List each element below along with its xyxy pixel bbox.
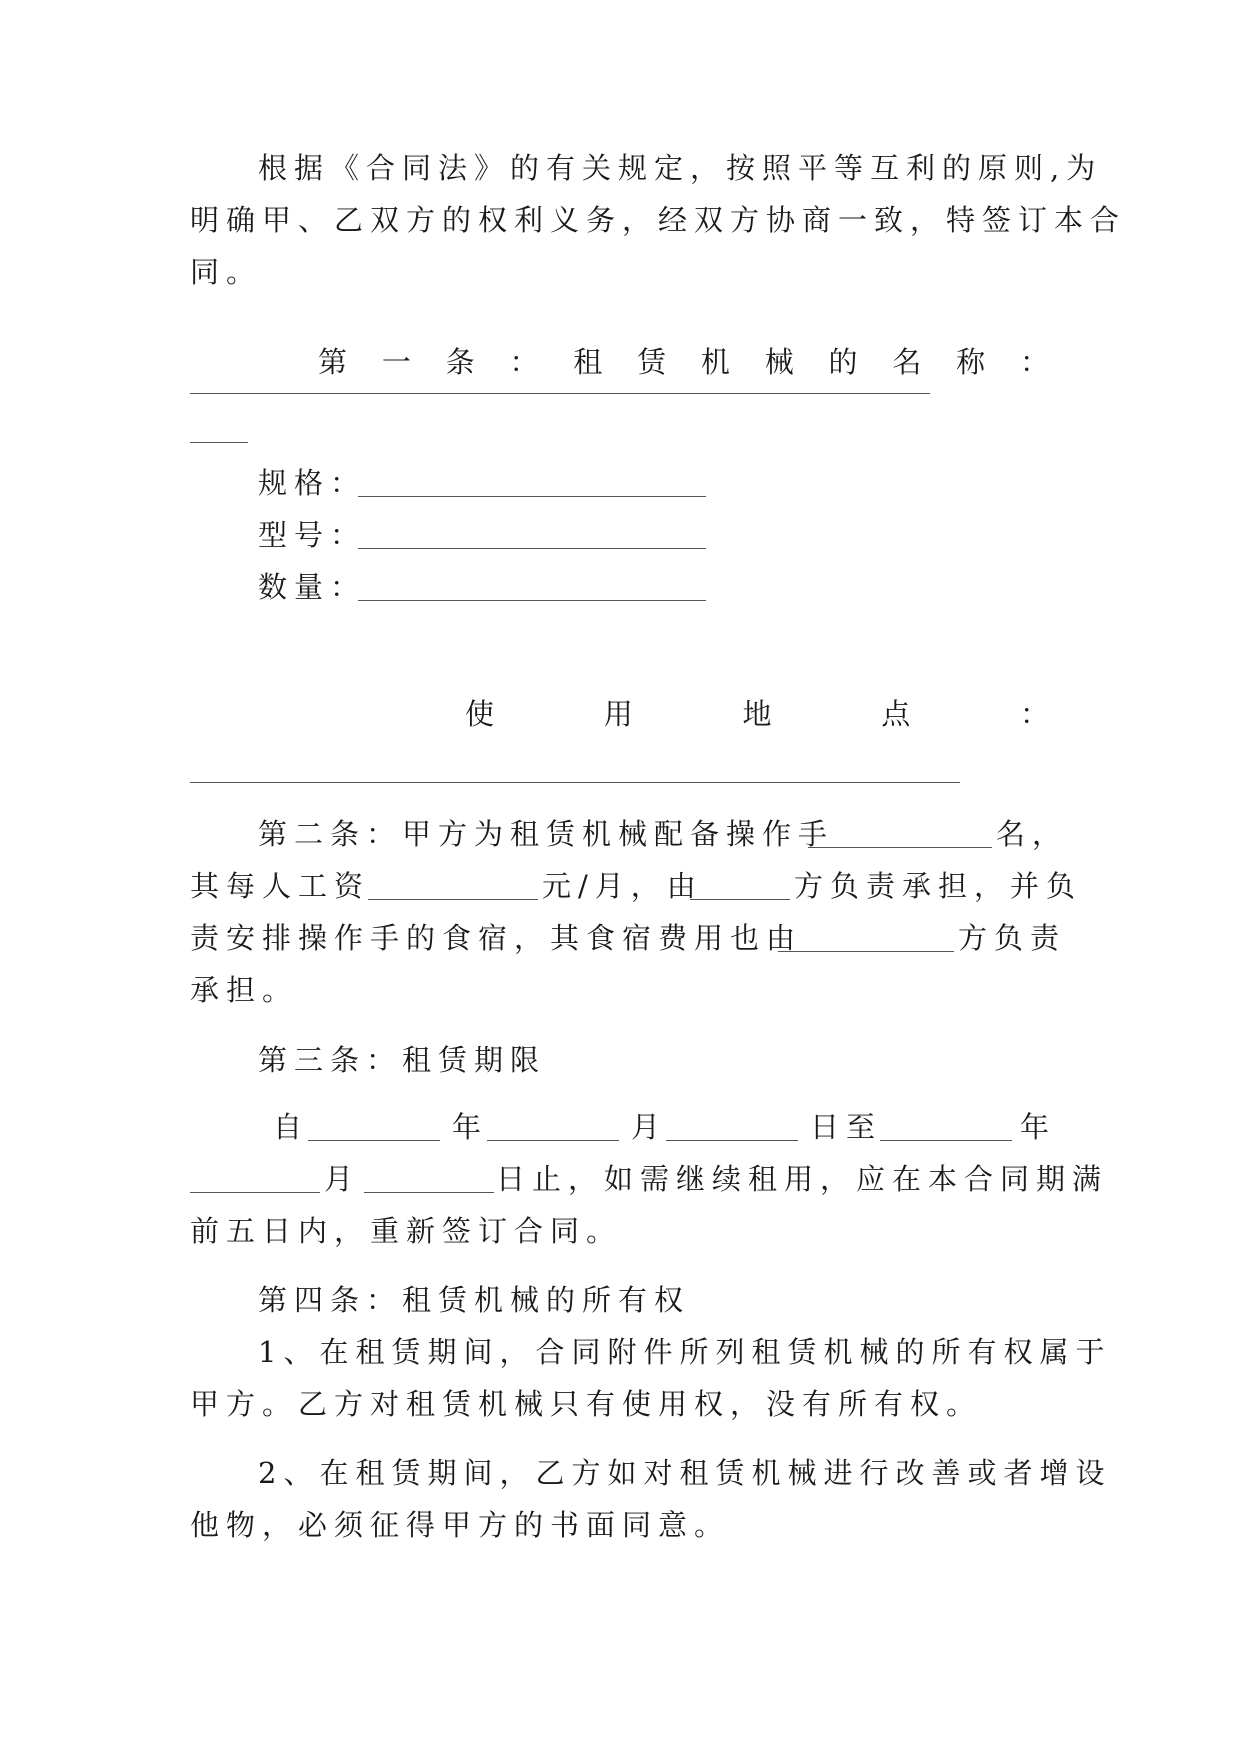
article1-heading-char-11: ： xyxy=(1020,345,1050,379)
usage-location-char-1: 用 xyxy=(603,697,633,731)
article1-heading-char-7: 械 xyxy=(764,345,794,379)
article1-heading-char-2: 条 xyxy=(445,345,475,379)
quantity-label: 数量： xyxy=(258,570,367,604)
article3-month: 月 xyxy=(631,1110,668,1144)
article4-item1-line2: 甲方。乙方对租赁机械只有使用权，没有所有权。 xyxy=(190,1387,983,1421)
name-blank-line-2 xyxy=(190,442,248,443)
start-day-blank xyxy=(666,1140,798,1141)
article3-month2: 月 xyxy=(324,1162,361,1196)
article3-line2-rest: 日止，如需继续租用，应在本合同期满 xyxy=(496,1162,1109,1196)
wage-blank xyxy=(368,899,538,900)
end-year-blank xyxy=(880,1140,1012,1141)
article2-line-2c: 方负责承担，并负 xyxy=(794,869,1083,903)
article1-heading-char-1: 一 xyxy=(381,345,411,379)
article4-item2-line1: 2、在租赁期间，乙方如对租赁机械进行改善或者增设 xyxy=(258,1456,1112,1490)
operator-count-blank xyxy=(808,847,992,848)
article3-from: 自 xyxy=(273,1110,310,1144)
location-blank xyxy=(190,782,960,783)
wage-party-blank xyxy=(690,899,790,900)
article2-line-4: 承担。 xyxy=(190,973,299,1007)
article2-line-3b: 方负责 xyxy=(958,921,1067,955)
usage-location-char-0: 使 xyxy=(465,697,495,731)
article4-item2-line2: 他物，必须征得甲方的书面同意。 xyxy=(190,1508,731,1542)
article2-line-1a: 第二条：甲方为租赁机械配备操作手 xyxy=(258,817,835,851)
article1-heading-char-0: 第 xyxy=(318,345,348,379)
article2-line-2a: 其每人工资 xyxy=(190,869,371,903)
intro-line-1: 根据《合同法》的有关规定，按照平等互利的原则,为 xyxy=(258,151,1103,185)
article3-day-to: 日至 xyxy=(810,1110,883,1144)
article1-heading-char-5: 赁 xyxy=(637,345,667,379)
usage-location-char-4: ： xyxy=(1020,697,1050,731)
intro-line-3: 同。 xyxy=(190,255,263,289)
article2-line-2b: 元/月，由 xyxy=(542,869,703,903)
spec-blank xyxy=(358,496,706,497)
article1-heading-char-6: 机 xyxy=(700,345,730,379)
article4-item1-line1: 1、在租赁期间，合同附件所列租赁机械的所有权属于 xyxy=(258,1335,1112,1369)
article1-heading-char-8: 的 xyxy=(828,345,858,379)
article2-line-1b: 名， xyxy=(996,817,1069,851)
article3-year2: 年 xyxy=(1020,1110,1057,1144)
model-blank xyxy=(358,548,706,549)
article3-line-3: 前五日内，重新签订合同。 xyxy=(190,1214,623,1248)
article1-heading-char-4: 租 xyxy=(573,345,603,379)
start-year-blank xyxy=(308,1140,440,1141)
end-day-blank xyxy=(364,1192,494,1193)
intro-line-2: 明确甲、乙双方的权利义务，经双方协商一致，特签订本合 xyxy=(190,203,1127,237)
end-month-blank xyxy=(190,1192,320,1193)
article1-heading-char-9: 名 xyxy=(892,345,922,379)
name-blank-line-1 xyxy=(190,393,930,394)
usage-location-char-2: 地 xyxy=(742,697,772,731)
article3-year: 年 xyxy=(452,1110,489,1144)
article2-line-3a: 责安排操作手的食宿，其食宿费用也由 xyxy=(190,921,803,955)
start-month-blank xyxy=(487,1140,619,1141)
quantity-blank xyxy=(358,600,706,601)
model-label: 型号： xyxy=(258,518,367,552)
lodging-party-blank xyxy=(778,951,954,952)
article3-heading: 第三条：租赁期限 xyxy=(258,1043,547,1077)
usage-location-char-3: 点 xyxy=(881,697,911,731)
article4-heading: 第四条：租赁机械的所有权 xyxy=(258,1283,691,1317)
article1-heading-char-10: 称 xyxy=(956,345,986,379)
article1-heading-char-3: ： xyxy=(509,345,539,379)
spec-label: 规格： xyxy=(258,466,367,500)
